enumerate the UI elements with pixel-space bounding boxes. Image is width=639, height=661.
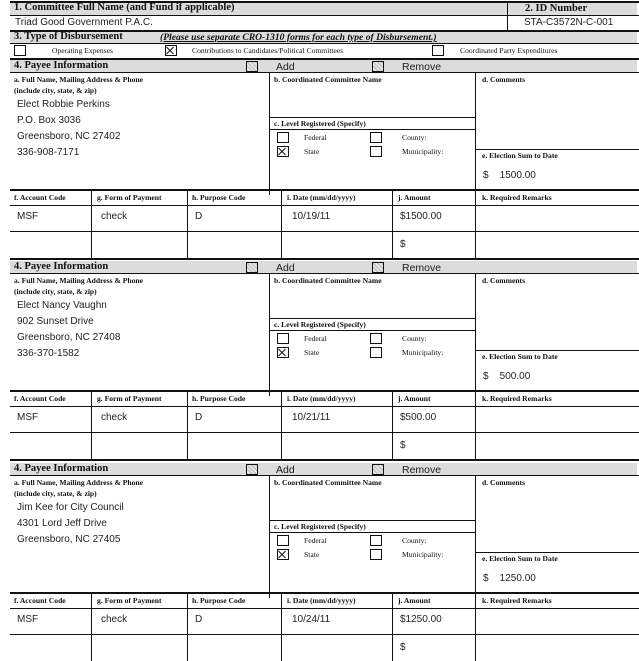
divider [10,608,639,609]
municipality-label: Municipality: [402,550,444,559]
divider [475,475,476,598]
payee-header: 4. Payee Information [14,463,109,474]
divider [10,406,639,407]
divider [10,72,639,73]
county-label: County: [402,133,427,142]
payee-address-line: Elect Nancy Vaughn [17,300,107,311]
account-code-value: MSF [17,211,39,222]
remove-label: Remove [402,262,442,274]
federal-label: Federal [304,133,327,142]
election-sum-label: e. Election Sum to Date [482,352,558,361]
amount-label: j. Amount [398,193,431,202]
divider [10,189,639,191]
divider [475,552,639,553]
state-label: State [304,147,320,156]
payee-address-line: Elect Robbie Perkins [17,99,110,110]
election-sum-value: $ 1250.00 [483,573,536,584]
remove-label: Remove [402,464,442,476]
municipality-checkbox[interactable] [370,347,382,358]
state-label: State [304,550,320,559]
payee-header: 4. Payee Information [14,261,109,272]
account-code-label: f. Account Code [14,193,66,202]
election-sum-label: e. Election Sum to Date [482,151,558,160]
divider [10,592,639,594]
form-of-payment-value: check [101,211,128,222]
id-number: STA-C3572N-C-001 [524,17,614,28]
coordinated-committee-label: b. Coordinated Committee Name [274,478,382,487]
form-of-payment-label: g. Form of Payment [97,193,162,202]
state-checkbox[interactable] [277,549,289,560]
account-code-label: f. Account Code [14,394,66,403]
divider [91,391,92,459]
divider [269,273,270,396]
divider [475,391,476,459]
level-registered-label: c. Level Registered (Specify) [274,522,366,531]
comments-label: d. Comments [482,75,526,84]
coordinated-committee-label: b. Coordinated Committee Name [274,276,382,285]
level-registered-label: c. Level Registered (Specify) [274,119,366,128]
payee-address-line: 336-908-7171 [17,147,80,158]
divider [475,190,476,258]
election-sum-value: $ 500.00 [483,371,531,382]
amount-dollar-sign: $ [400,440,406,451]
county-label: County: [402,334,427,343]
include-city-label: (include city, state, & zip) [14,86,97,95]
municipality-label: Municipality: [402,348,444,357]
county-checkbox[interactable] [370,535,382,546]
account-code-value: MSF [17,614,39,625]
date-label: i. Date (mm/dd/yyyy) [287,596,356,605]
divider [475,72,476,195]
divider [269,532,475,533]
full-name-label: a. Full Name, Mailing Address & Phone [14,276,143,285]
form-of-payment-label: g. Form of Payment [97,394,162,403]
include-city-label: (include city, state, & zip) [14,489,97,498]
divider [281,190,282,258]
required-remarks-label: k. Required Remarks [482,394,552,403]
purpose-code-label: h. Purpose Code [192,596,246,605]
form-of-payment-label: g. Form of Payment [97,596,162,605]
form-of-payment-value: check [101,614,128,625]
coordinated-committee-label: b. Coordinated Committee Name [274,75,382,84]
divider [269,129,475,130]
account-code-label: f. Account Code [14,596,66,605]
amount-label: j. Amount [398,596,431,605]
municipality-label: Municipality: [402,147,444,156]
divider [10,258,639,260]
account-code-value: MSF [17,412,39,423]
divider [475,593,476,661]
id-header: 2. ID Number [525,3,588,14]
option-coordinated: Coordinated Party Expenditures [460,46,558,55]
election-sum-value: $ 1500.00 [483,170,536,181]
add-label: Add [276,464,295,476]
amount-value: $1250.00 [400,614,442,625]
date-value: 10/21/11 [292,412,331,423]
remove-checkbox[interactable] [372,61,384,72]
divider [10,634,639,635]
divider [91,190,92,258]
payee-address-line: 4301 Lord Jeff Drive [17,518,107,529]
disbursement-header: 3. Type of Disbursement [14,31,123,42]
state-checkbox[interactable] [277,347,289,358]
divider [269,117,475,118]
date-label: i. Date (mm/dd/yyyy) [287,394,356,403]
divider [392,391,393,459]
state-checkbox[interactable] [277,146,289,157]
divider [269,330,475,331]
divider [269,520,475,521]
remove-checkbox[interactable] [372,262,384,273]
level-registered-label: c. Level Registered (Specify) [274,320,366,329]
divider [10,475,639,476]
divider [392,190,393,258]
divider [10,205,639,206]
comments-label: d. Comments [482,478,526,487]
divider [10,390,639,392]
contributions-checkbox[interactable] [165,45,177,56]
include-city-label: (include city, state, & zip) [14,287,97,296]
remove-checkbox[interactable] [372,464,384,475]
purpose-code-value: D [195,211,203,222]
municipality-checkbox[interactable] [370,549,382,560]
divider [10,231,639,232]
coordinated-party-checkbox[interactable] [432,45,444,56]
add-label: Add [276,61,295,73]
disbursement-note: (Please use separate CRO-1310 forms for each type of Disbursement.) [160,32,437,43]
payee-address-line: Greensboro, NC 27402 [17,131,121,142]
remove-label: Remove [402,61,442,73]
divider [187,593,188,661]
federal-label: Federal [304,536,327,545]
full-name-label: a. Full Name, Mailing Address & Phone [14,478,143,487]
add-label: Add [276,262,295,274]
divider [10,432,639,433]
form-of-payment-value: check [101,412,128,423]
municipality-checkbox[interactable] [370,146,382,157]
payee-header: 4. Payee Information [14,60,109,71]
divider [269,72,270,195]
divider [475,350,639,351]
divider [281,391,282,459]
purpose-code-value: D [195,614,203,625]
divider [91,593,92,661]
add-checkbox[interactable] [246,61,258,72]
divider [269,318,475,319]
amount-value: $1500.00 [400,211,442,222]
divider [10,459,639,461]
divider [475,149,639,150]
divider [10,273,639,274]
full-name-label: a. Full Name, Mailing Address & Phone [14,75,143,84]
federal-label: Federal [304,334,327,343]
county-label: County: [402,536,427,545]
federal-checkbox[interactable] [277,535,289,546]
committee-name: Triad Good Government P.A.C. [15,17,153,28]
federal-checkbox[interactable] [277,132,289,143]
option-operating: Operating Expenses [52,46,113,55]
divider [392,593,393,661]
required-remarks-label: k. Required Remarks [482,193,552,202]
date-value: 10/24/11 [292,614,331,625]
add-checkbox[interactable] [246,464,258,475]
divider [187,391,188,459]
committee-header: 1. Committee Full Name (and Fund if applicable) [14,2,235,13]
purpose-code-label: h. Purpose Code [192,394,246,403]
option-contributions: Contributions to Candidates/Political Committees [192,46,344,55]
required-remarks-label: k. Required Remarks [482,596,552,605]
amount-value: $500.00 [400,412,437,423]
election-sum-label: e. Election Sum to Date [482,554,558,563]
payee-address-line: P.O. Box 3036 [17,115,81,126]
payee-address-line: Jim Kee for City Council [17,502,124,513]
state-label: State [304,348,320,357]
comments-label: d. Comments [482,276,526,285]
date-label: i. Date (mm/dd/yyyy) [287,193,356,202]
amount-label: j. Amount [398,394,431,403]
amount-dollar-sign: $ [400,642,406,653]
payee-address-line: Greensboro, NC 27408 [17,332,121,343]
operating-expenses-checkbox[interactable] [14,45,26,56]
payee-address-line: Greensboro, NC 27405 [17,534,121,545]
date-value: 10/19/11 [292,211,331,222]
purpose-code-label: h. Purpose Code [192,193,246,202]
divider [187,190,188,258]
county-checkbox[interactable] [370,132,382,143]
purpose-code-value: D [195,412,203,423]
divider [475,273,476,396]
amount-dollar-sign: $ [400,239,406,250]
add-checkbox[interactable] [246,262,258,273]
payee-address-line: 336-370-1582 [17,348,80,359]
divider [269,475,270,598]
county-checkbox[interactable] [370,333,382,344]
divider [281,593,282,661]
payee-address-line: 902 Sunset Drive [17,316,94,327]
federal-checkbox[interactable] [277,333,289,344]
